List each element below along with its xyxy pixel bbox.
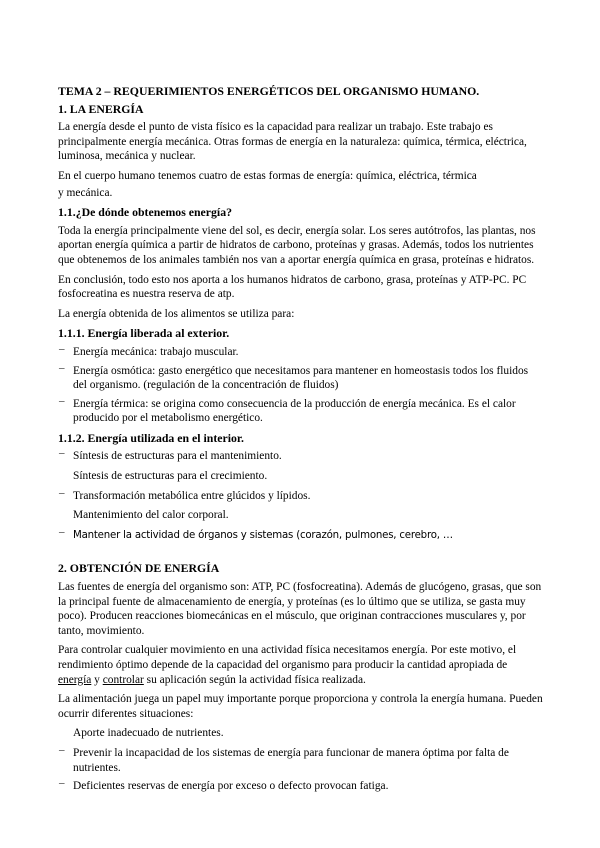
paragraph: La alimentación juega un papel muy importante porque proporciona y controla la energía humana. Pueden ocurrir diferentes situaciones: [58,693,543,720]
subsection-1-1-heading: 1.1.¿De dónde obtenemos energía? [58,205,232,220]
list-line: Aporte inadecuado de nutrientes. [73,727,224,740]
list-item: – Síntesis de estructuras para el mantenimiento. [59,447,282,463]
section-2-heading: 2. OBTENCIÓN DE ENERGÍA [58,561,220,576]
list-item: – Transformación metabólica entre glúcidos y lípidos. [59,486,311,502]
dash-bullet-icon: – [59,525,65,538]
paragraph: y mecánica. [58,186,113,199]
paragraph: Para controlar cualquier movimiento en una actividad física necesitamos energía. Por este motivo, el rendimiento óptimo depende de la capacidad del organismo para producir la cantidad apropiada de energía y controlar su aplicación según la actividad física realizada. [58,644,517,686]
list-item: – Deficientes reservas de energía por exceso o defecto provocan fatiga. [59,777,389,793]
paragraph: Toda la energía principalmente viene del sol, es decir, energía solar. Los seres autótrofos, las plantas, nos aportan energía química a partir de hidratos de carbono, proteínas y grasas. Además, todos los nutrientes que obtenemos de los animales también nos van a aportar energía química en grasa, proteínas e hidratos. [58,224,536,266]
dash-bullet-icon: – [59,342,65,355]
document-title: TEMA 2 – REQUERIMIENTOS ENERGÉTICOS DEL ORGANISMO HUMANO. [58,84,480,98]
list-item: – Energía térmica: se origina como consecuencia de la producción de energía mecánica. Es el calor producido por el metabolismo energético. [59,394,516,425]
list-line: Mantenimiento del calor corporal. [73,509,229,522]
paragraph: En conclusión, todo esto nos aporta a los humanos hidratos de carbono, grasa, proteínas y ATP-PC. PC fosfocreatina es nuestra reserva de atp. [58,273,527,301]
paragraph: En el cuerpo humano tenemos cuatro de estas formas de energía: química, eléctrica, térmica [58,169,477,182]
subsection-1-1-1-heading: 1.1.1. Energía liberada al exterior. [58,326,230,341]
list-item: – Mantener la actividad de órganos y sistemas (corazón, pulmones, cerebro, … [59,525,453,541]
spacer [58,547,543,561]
dash-bullet-icon: – [59,447,65,460]
list-item: – Prevenir la incapacidad de los sistemas de energía para funcionar de manera óptima por falta de nutrientes. [59,743,509,774]
dash-bullet-icon: – [59,394,65,407]
paragraph: La energía obtenida de los alimentos se utiliza para: [58,307,295,320]
document-page [58,84,543,798]
subsection-1-1-2-heading: 1.1.2. Energía utilizada en el interior. [58,430,245,445]
dash-bullet-icon: – [59,743,65,756]
section-1-heading: 1. LA ENERGÍA [58,101,144,116]
list-item: – Energía osmótica: gasto energético que necesitamos para mantener en homeostasis todos los fluidos del organismo. (regulación de la concentración de fluidos) [59,361,529,392]
dash-bullet-icon: – [59,361,65,374]
list-item: – Energía mecánica: trabajo muscular. [59,342,239,358]
dash-bullet-icon: – [59,777,65,790]
dash-bullet-icon: – [59,486,65,499]
paragraph: Las fuentes de energía del organismo son: ATP, PC (fosfocreatina). Además de glucógeno, grasas, que son la principal fuente de almacenamiento de energía, y proteínas (es lo último que se utiliza, se gasta muy poco). Producen reacciones biomecánicas en el músculo, que originan contracciones musculares y, por tanto, movimiento. [58,581,542,637]
paragraph: La energía desde el punto de vista físico es la capacidad para realizar un trabajo. Este trabajo es principalmente energía mecánica. Otras formas de energía en la naturaleza: química, térmica, eléctrica, luminosa, mecánica y nuclear. [58,121,527,163]
underlined-word: energía [58,673,92,686]
list-line: Síntesis de estructuras para el crecimiento. [73,470,268,483]
underlined-word: controlar [102,673,144,686]
